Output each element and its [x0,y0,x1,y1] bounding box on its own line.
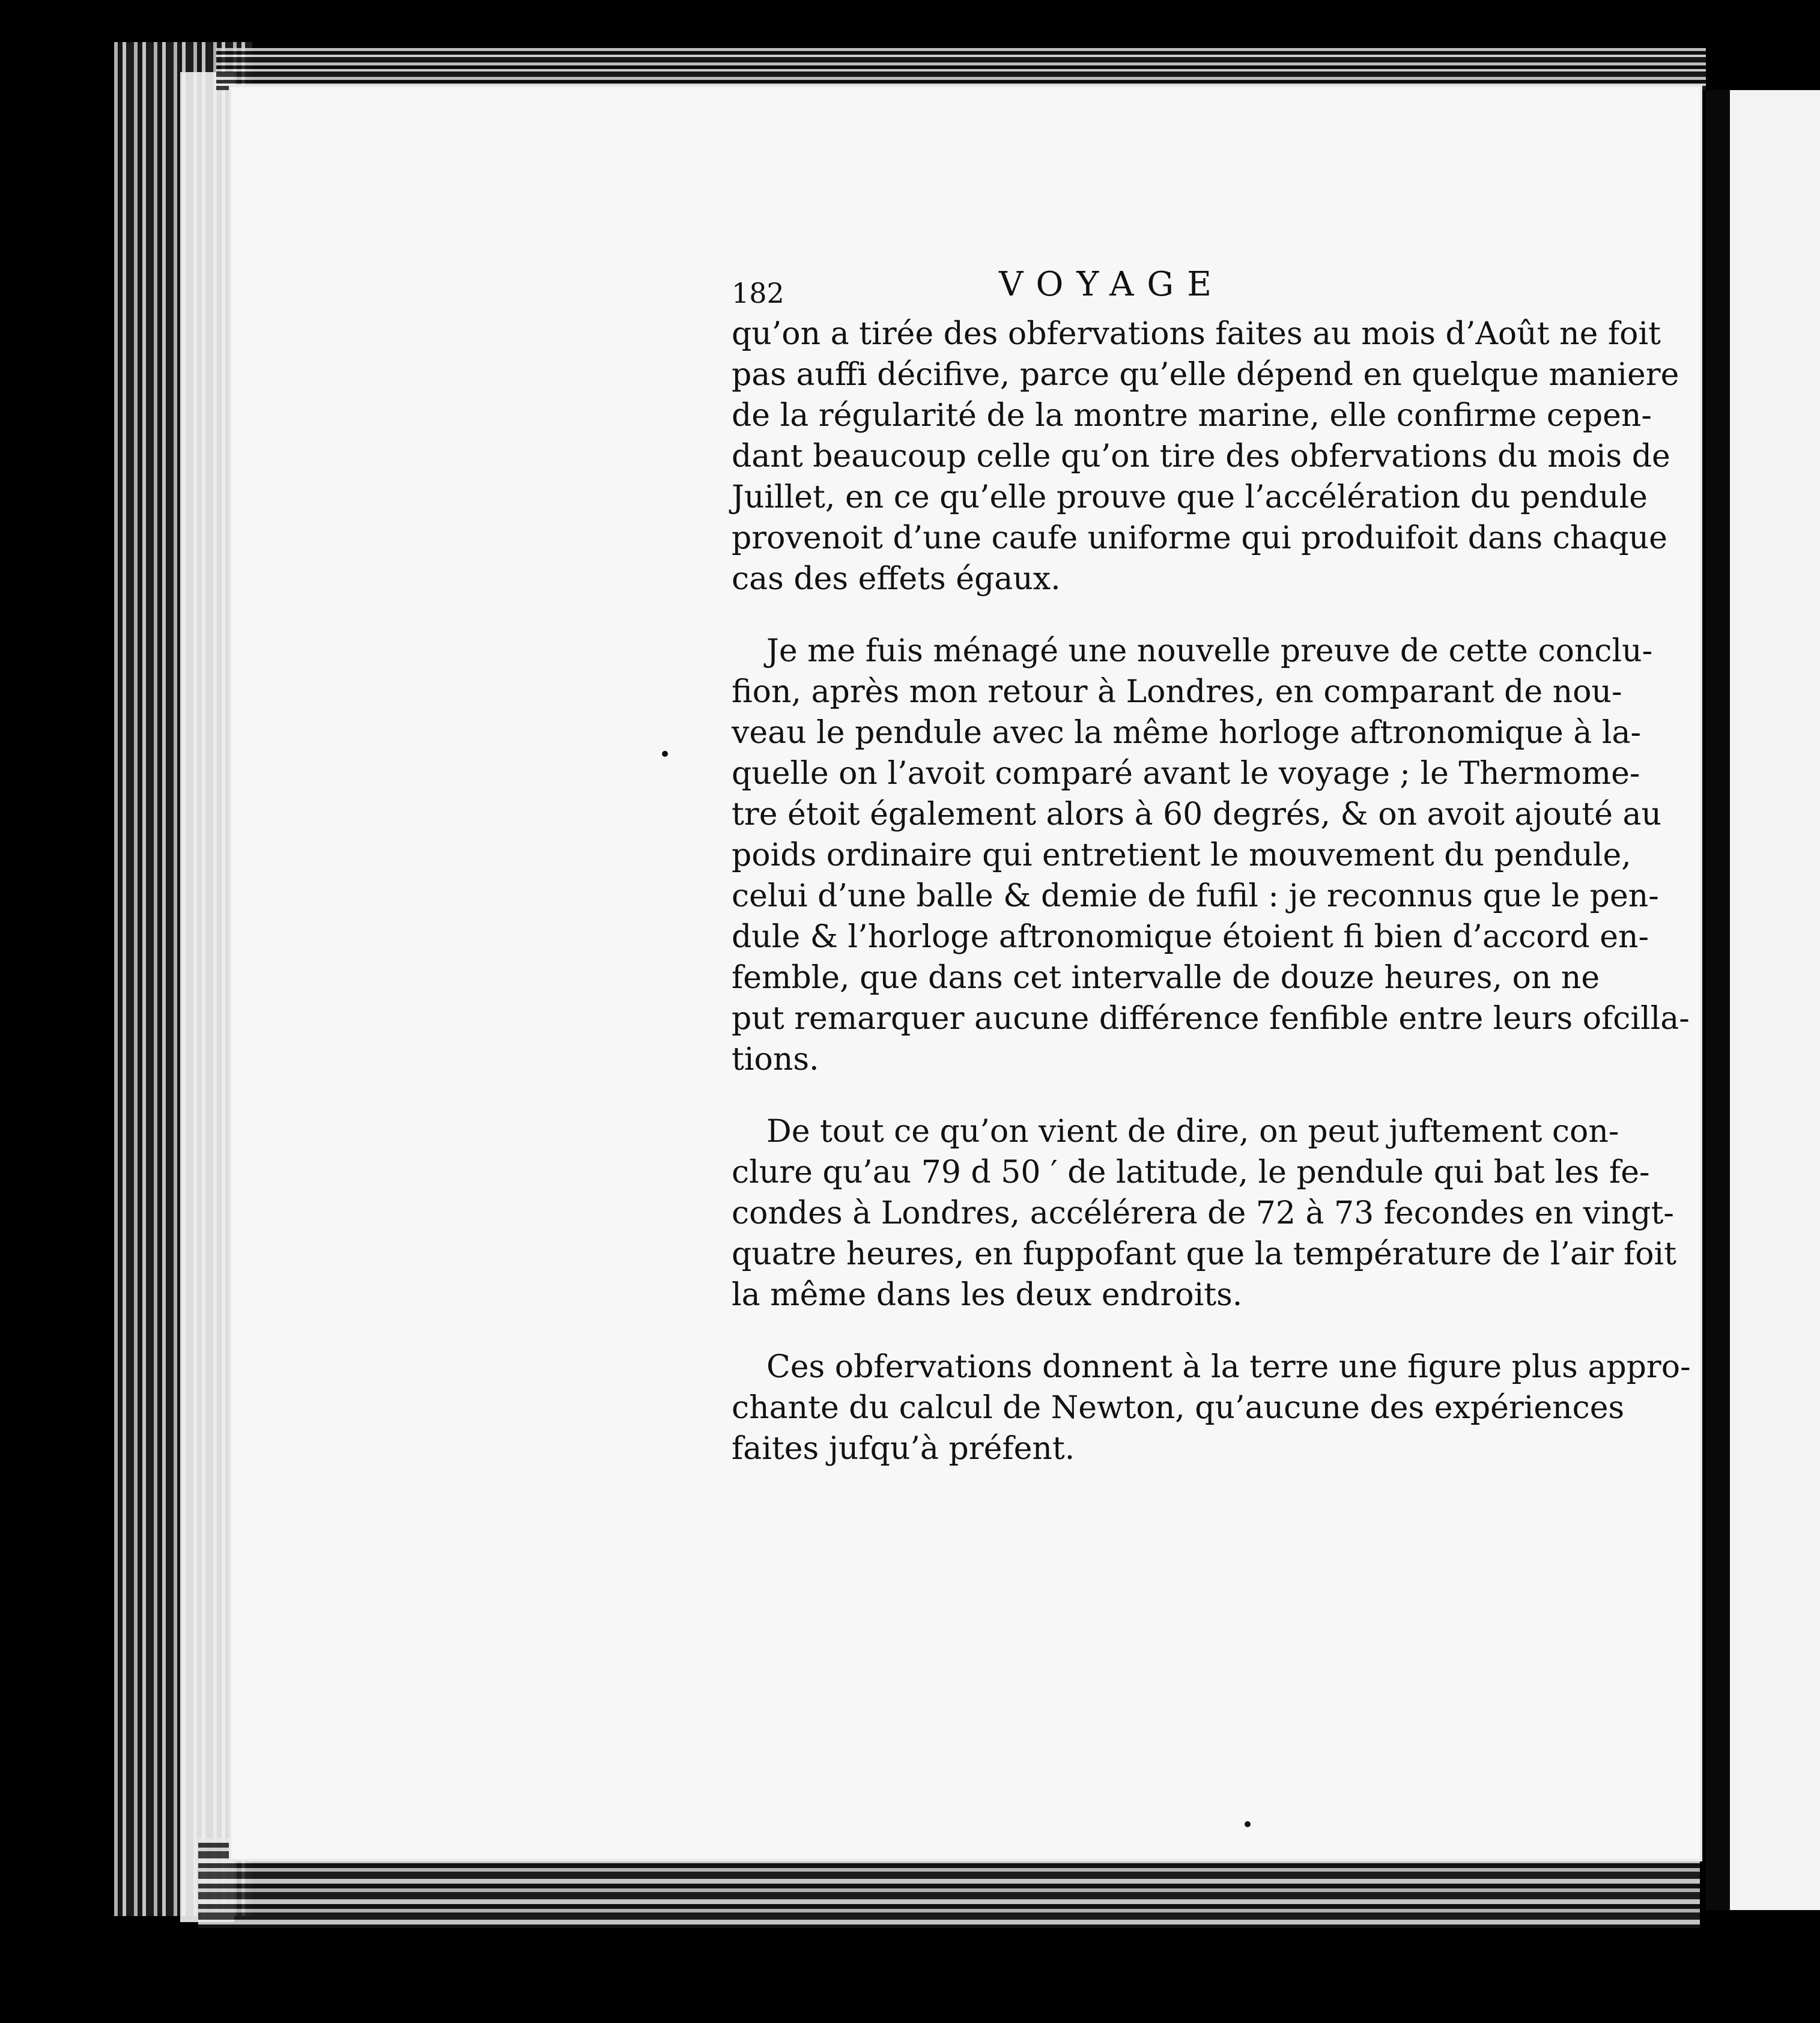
text-line: clure qu’au 79 d 50 ′ de latitude, le pendule qui bat les fe- [732,1154,1650,1190]
page-number: 182 [732,277,784,309]
text-line: poids ordinaire qui entretient le mouvement du pendule, [732,837,1631,873]
text-line: Juillet, en ce qu’elle prouve que l’accélération du pendule [732,479,1648,515]
text-line: De tout ce qu’on vient de dire, on peut juftement con- [766,1114,1619,1150]
text-line: veau le pendule avec la même horloge aftronomique à la- [732,715,1642,751]
speck-mark [1245,1821,1251,1827]
text-line: put remarquer aucune différence fenfible entre leurs ofcilla- [732,1001,1690,1037]
paragraph-3 [732,1111,1677,1315]
text-line: condes à Londres, accélérera de 72 à 73 fecondes en vingt- [732,1195,1674,1231]
page-text [732,264,1691,1469]
text-line: quatre heures, en fuppofant que la température de l’air foit [732,1236,1677,1272]
left-page-edge-highlight [180,72,234,1922]
text-line: de la régularité de la montre marine, elle confirme cepen- [732,398,1652,434]
text-line: fion, après mon retour à Londres, en comparant de nou- [732,674,1622,710]
paragraph-spacer [732,1315,1524,1347]
text-line: tions. [732,1042,819,1078]
text-line: pas auffi décifive, parce qu’elle dépend en quelque maniere [732,357,1679,393]
text-line: dant beaucoup celle qu’on tire des obfervations du mois de [732,438,1670,475]
gutter-shadow [1706,90,1730,1910]
text-line: Ces obfervations donnent à la terre une figure plus appro- [766,1349,1691,1385]
paragraph-2 [732,631,1690,1080]
speck-mark [662,751,668,757]
text-line: chante du calcul de Newton, qu’aucune des expériences [732,1390,1625,1426]
running-head [732,264,1524,318]
top-page-edges [216,48,1706,90]
text-line: tre étoit également alors à 60 degrés, & on avoit ajouté au [732,796,1662,833]
text-line: faites jufqu’à préfent. [732,1431,1075,1467]
paragraph-spacer [732,1080,1524,1111]
text-line: provenoit d’une caufe uniforme qui produifoit dans chaque [732,520,1667,556]
text-line: qu’on a tirée des obfervations faites au mois d’Août ne foit [732,316,1661,352]
text-line: quelle on l’avoit comparé avant le voyage ; le Thermome- [732,756,1640,792]
paragraph-4 [732,1347,1691,1469]
header-title: VOYAGE [999,265,1225,304]
text-line: la même dans les deux endroits. [732,1277,1243,1313]
paragraph-1 [732,314,1679,599]
text-line: cas des effets égaux. [732,561,1061,597]
paragraph-spacer [732,599,1524,631]
text-line: femble, que dans cet intervalle de douze heures, on ne [732,960,1600,996]
text-line: celui d’une balle & demie de fufil : je reconnus que le pen- [732,878,1659,914]
text-line: Je me fuis ménagé une nouvelle preuve de cette conclu- [766,633,1653,669]
facing-page [1730,90,1820,1910]
text-line: dule & l’horloge aftronomique étoient fi bien d’accord en- [732,919,1649,955]
